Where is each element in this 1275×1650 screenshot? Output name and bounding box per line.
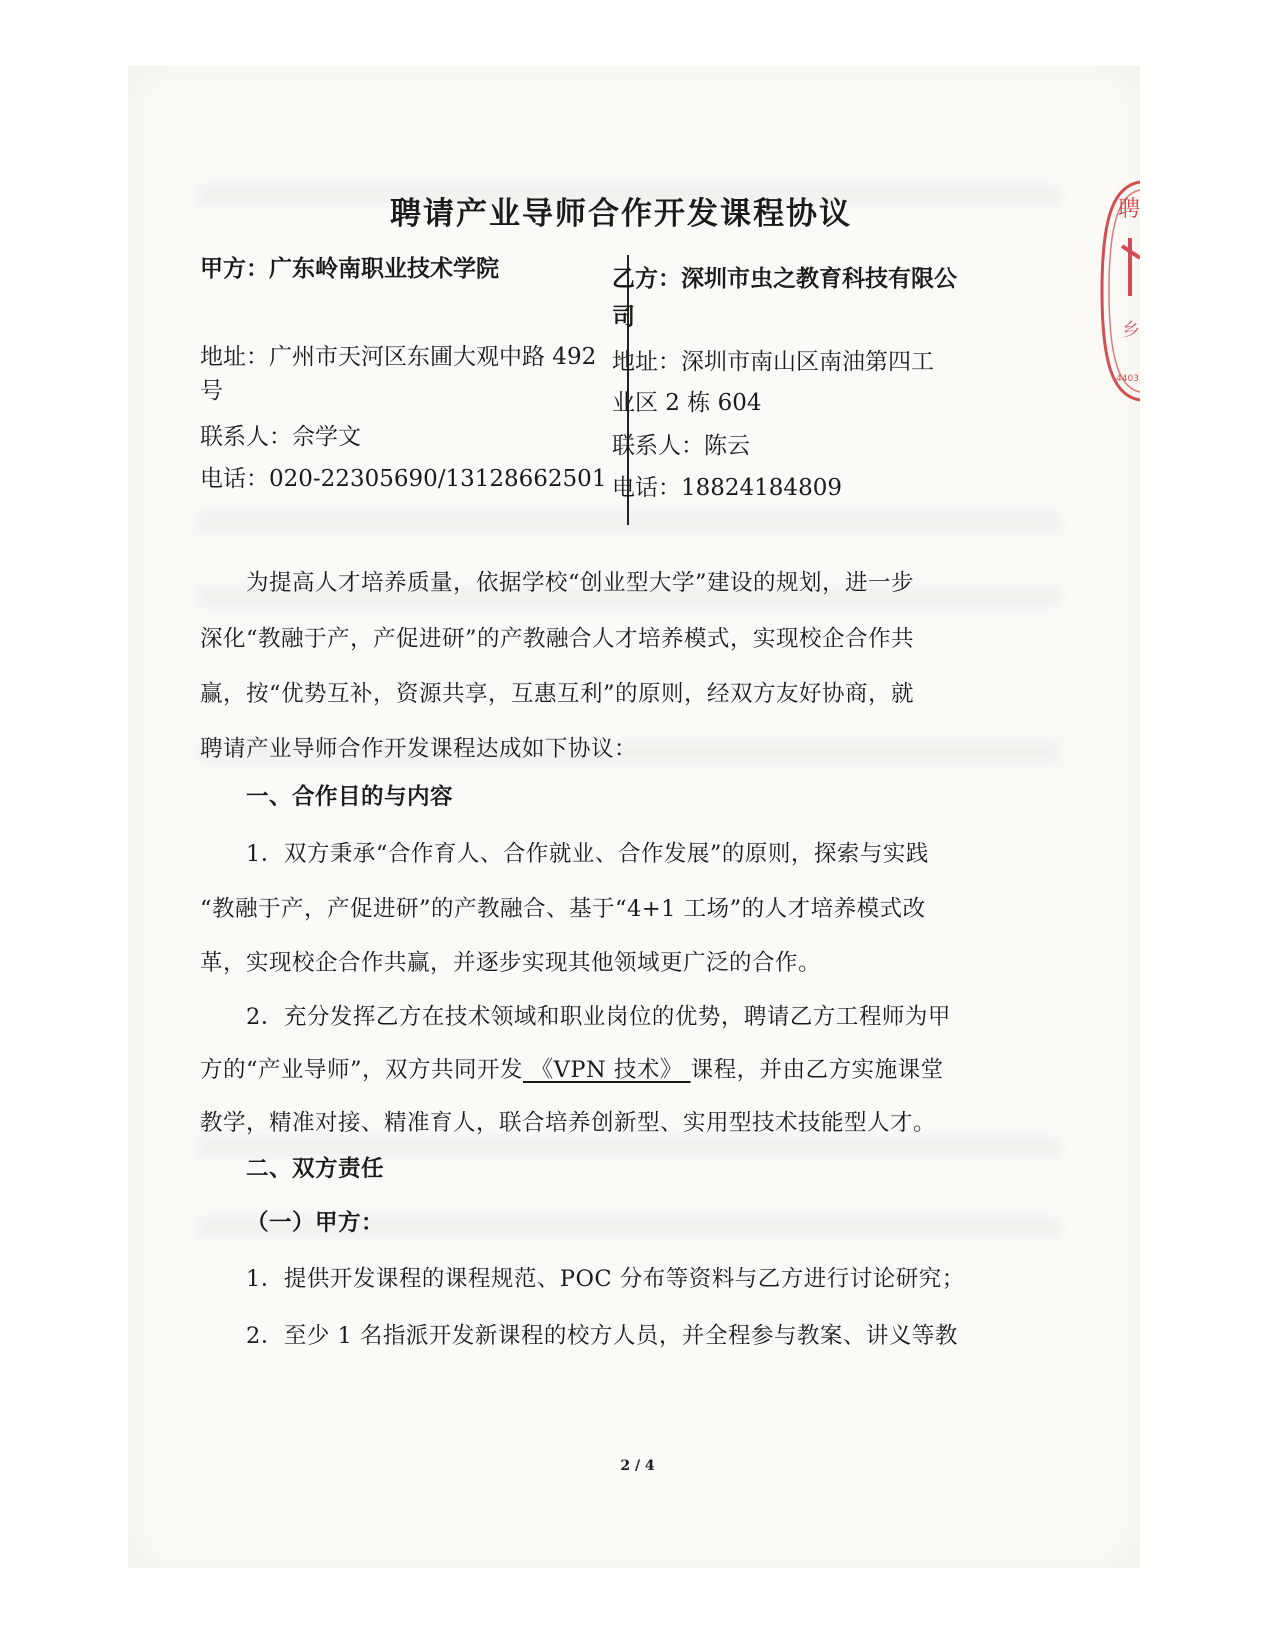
item-text: 课程，并由乙方实施课堂 [690,1057,944,1083]
red-seal-stamp [1096,176,1140,406]
item-line [200,1043,944,1097]
intro-line: 深化“教融于产，产促进研”的产教融合人才培养模式，实现校企合作共 [200,626,915,652]
svg-text:4403: 4403 [1116,374,1139,384]
intro-line: 聘请产业导师合作开发课程达成如下协议： [200,736,638,762]
party-b-address-continued: 业区 2 栋 604 [612,390,762,416]
section-heading: 一、合作目的与内容 [246,784,454,810]
page-number: 2 / 4 [620,1458,655,1474]
party-b-name: 乙方：深圳市虫之教育科技有限公 [612,265,957,292]
item-text: 方的“产业导师”，双方共同开发 [200,1057,524,1083]
party-a-contact: 联系人：佘学文 [200,424,361,450]
item-line: 1．双方秉承“合作育人、合作就业、合作发展”的原则，探索与实践 [246,841,929,867]
item-line: “教融于产，产促进研”的产教融合、基于“4+1 工场”的人才培养模式改 [200,896,926,922]
course-name: 《VPN 技术》 [523,1057,691,1083]
svg-text:聘: 聘 [1118,197,1140,222]
bleed-through-shadow [198,511,1060,533]
party-a-name: 甲方：广东岭南职业技术学院 [200,255,499,282]
svg-text:乡: 乡 [1122,320,1140,341]
party-b-contact: 联系人：陈云 [612,433,750,459]
party-a-address: 地址：广州市天河区东圃大观中路 492 [200,344,597,370]
party-b-phone: 电话：18824184809 [612,475,842,501]
item-line: 1．提供开发课程的课程规范、POC 分布等资料与乙方进行讨论研究； [246,1266,965,1292]
party-b-address: 地址：深圳市南山区南油第四工 [612,349,934,375]
intro-line: 为提高人才培养质量，依据学校“创业型大学”建设的规划，进一步 [246,570,915,596]
item-line: 革，实现校企合作共赢，并逐步实现其他领域更广泛的合作。 [200,950,822,976]
party-a-address-continued: 号 [200,378,223,404]
subsection-heading: （一）甲方： [246,1210,385,1236]
section-heading: 二、双方责任 [246,1156,385,1182]
document-title: 聘请产业导师合作开发课程协议 [390,196,852,232]
item-line: 2．至少 1 名指派开发新课程的校方人员，并全程参与教案、讲义等教 [246,1323,958,1349]
intro-line: 赢，按“优势互补，资源共享，互惠互利”的原则，经双方友好协商，就 [200,681,915,707]
item-line: 2．充分发挥乙方在技术领域和职业岗位的优势，聘请乙方工程师为甲 [246,1004,951,1030]
party-a-phone: 电话：020-22305690/13128662501 [200,466,607,492]
party-b-name-continued: 司 [612,303,635,330]
item-line: 教学，精准对接、精准育人，联合培养创新型、实用型技术技能型人才。 [200,1110,937,1136]
